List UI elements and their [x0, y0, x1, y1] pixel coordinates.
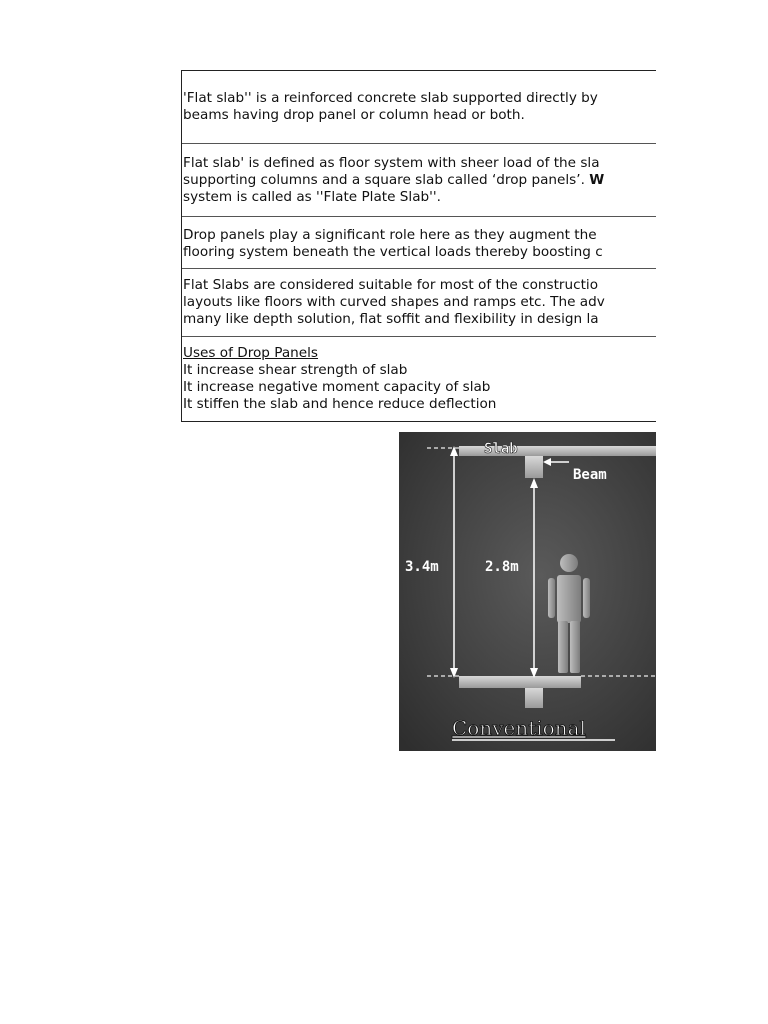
- text-line: system is called as ''Flate Plate Slab''.: [183, 189, 441, 205]
- paragraph-flat-slab-definition: [182, 155, 656, 206]
- paragraph-suitability: [182, 277, 656, 328]
- clear-height-label: 2.8m: [485, 559, 519, 575]
- row-divider: [182, 143, 656, 144]
- row-divider: [182, 268, 656, 269]
- row-divider: [182, 216, 656, 217]
- text-line: 'Flat slab'' is a reinforced concrete slab supported directly by: [183, 90, 598, 106]
- text-line: many like depth solution, flat soffit and flexibility in design la: [183, 311, 599, 327]
- total-height-label: 3.4m: [405, 559, 439, 575]
- text-line: [183, 172, 656, 189]
- diagram-caption: Conventional: [452, 716, 586, 740]
- diagram-svg: [399, 432, 656, 751]
- bottom-beam: [525, 688, 543, 708]
- paragraph-flat-slab-intro: [182, 90, 656, 124]
- conventional-slab-diagram: [399, 432, 656, 751]
- row-divider: [182, 336, 656, 337]
- uses-of-drop-panels: [182, 345, 656, 413]
- beam-label: Beam: [573, 467, 607, 483]
- text-line: layouts like floors with curved shapes and ramps etc. The adv: [183, 294, 605, 310]
- beam: [525, 456, 543, 478]
- bold-fragment: W: [589, 172, 605, 188]
- text-fragment: supporting columns and a square slab called ‘drop panels’.: [183, 172, 590, 188]
- uses-item: It increase shear strength of slab: [183, 362, 408, 378]
- text-line: Flat Slabs are considered suitable for most of the constructio: [183, 277, 599, 293]
- bottom-slab: [459, 676, 581, 688]
- text-line: flooring system beneath the vertical loads thereby boosting c: [183, 244, 603, 260]
- text-table: [181, 70, 656, 422]
- text-line: Drop panels play a significant role here as they augment the: [183, 227, 597, 243]
- paragraph-drop-panels: [182, 227, 656, 261]
- uses-item: It stiffen the slab and hence reduce deflection: [183, 396, 497, 412]
- uses-heading: Uses of Drop Panels: [183, 345, 319, 361]
- text-line: Flat slab' is defined as floor system with sheer load of the sla: [183, 155, 600, 171]
- uses-item: It increase negative moment capacity of slab: [183, 379, 491, 395]
- text-line: beams having drop panel or column head or both.: [183, 107, 525, 123]
- slab-label: Slab: [484, 441, 518, 457]
